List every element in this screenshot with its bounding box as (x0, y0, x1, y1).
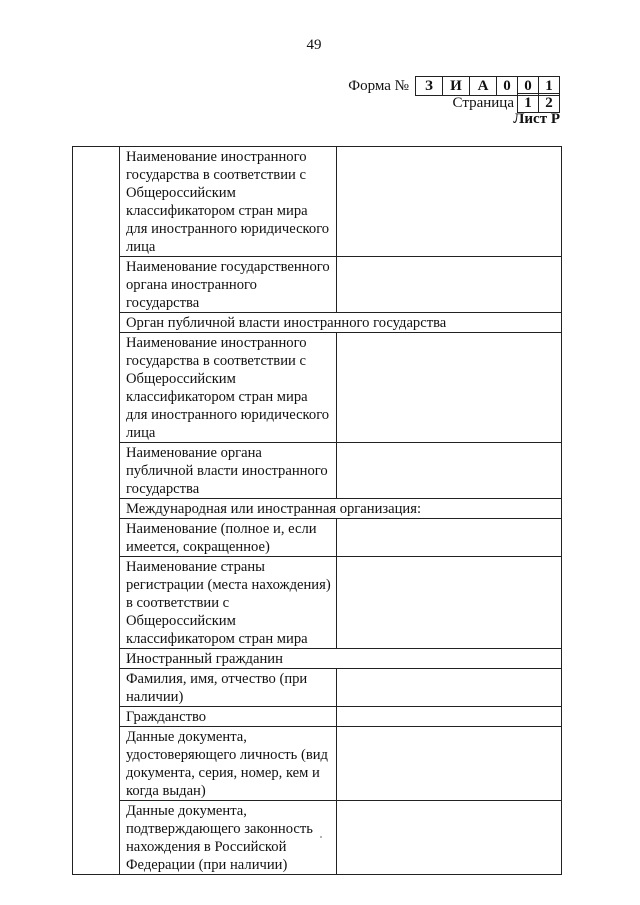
page-digit-cell: 2 (545, 95, 553, 111)
field-label: Наименование иностранного государства в соответствии с Общероссийским классификатором стран мира для иностранного юридического лица (120, 333, 337, 443)
table-row (73, 257, 562, 313)
field-label: Наименование (полное и, если имеется, сокращенное) (120, 519, 337, 557)
field-label: Наименование органа публичной власти иностранного государства (120, 443, 337, 499)
field-label: Гражданство (120, 707, 337, 727)
table-row (73, 519, 562, 557)
field-label: Наименование страны регистрации (места нахождения) в соответствии с Общероссийским классификатором стран мира (120, 557, 337, 649)
form-code-cell: А (470, 77, 497, 95)
scan-speck (320, 836, 322, 838)
field-label: Данные документа, удостоверяющего личность (вид документа, серия, номер, кем и когда выдан) (120, 727, 337, 801)
field-label: Наименование иностранного государства в соответствии с Общероссийским классификатором стран мира для иностранного юридического лица (120, 147, 337, 257)
sheet-label: Лист Р (513, 111, 560, 127)
section-header: Международная или иностранная организация: (120, 499, 562, 519)
field-value[interactable] (337, 519, 562, 557)
table-row (73, 557, 562, 649)
page-number-block (453, 93, 560, 113)
table-row (73, 333, 562, 443)
table-row (73, 649, 562, 669)
form-code-cell: З (416, 77, 443, 95)
field-label: Фамилия, имя, отчество (при наличии) (120, 669, 337, 707)
table-row (73, 147, 562, 257)
table-row (73, 669, 562, 707)
field-value[interactable] (337, 147, 562, 257)
page-digit-cell: 1 (518, 94, 539, 112)
table-row (73, 801, 562, 875)
field-value[interactable] (337, 443, 562, 499)
field-label: Наименование государственного органа иностранного государства (120, 257, 337, 313)
table-row (73, 707, 562, 727)
field-value[interactable] (337, 727, 562, 801)
table-row (73, 313, 562, 333)
form-code-cell: 1 (545, 78, 553, 94)
field-value[interactable] (337, 333, 562, 443)
section-header: Орган публичной власти иностранного государства (120, 313, 562, 333)
form-code-cell: 0 (497, 77, 518, 95)
table-row (73, 499, 562, 519)
form-code-cell: 0 (518, 77, 539, 95)
table-row (73, 727, 562, 801)
page-label: Страница (452, 94, 514, 111)
field-value[interactable] (337, 557, 562, 649)
field-value[interactable] (337, 257, 562, 313)
table-row (73, 443, 562, 499)
page-number: 49 (306, 37, 322, 53)
section-header: Иностранный гражданин (120, 649, 562, 669)
form-code-cell: И (443, 77, 470, 95)
field-value[interactable] (337, 801, 562, 875)
page-digit-cells (517, 93, 560, 113)
form-table (72, 146, 562, 875)
field-label: Данные документа, подтверждающего законность нахождения в Российской Федерации (при наличии) (120, 801, 337, 875)
field-value[interactable] (337, 707, 562, 727)
form-number-label: Форма № (348, 77, 409, 94)
left-margin-column (73, 147, 120, 875)
field-value[interactable] (337, 669, 562, 707)
